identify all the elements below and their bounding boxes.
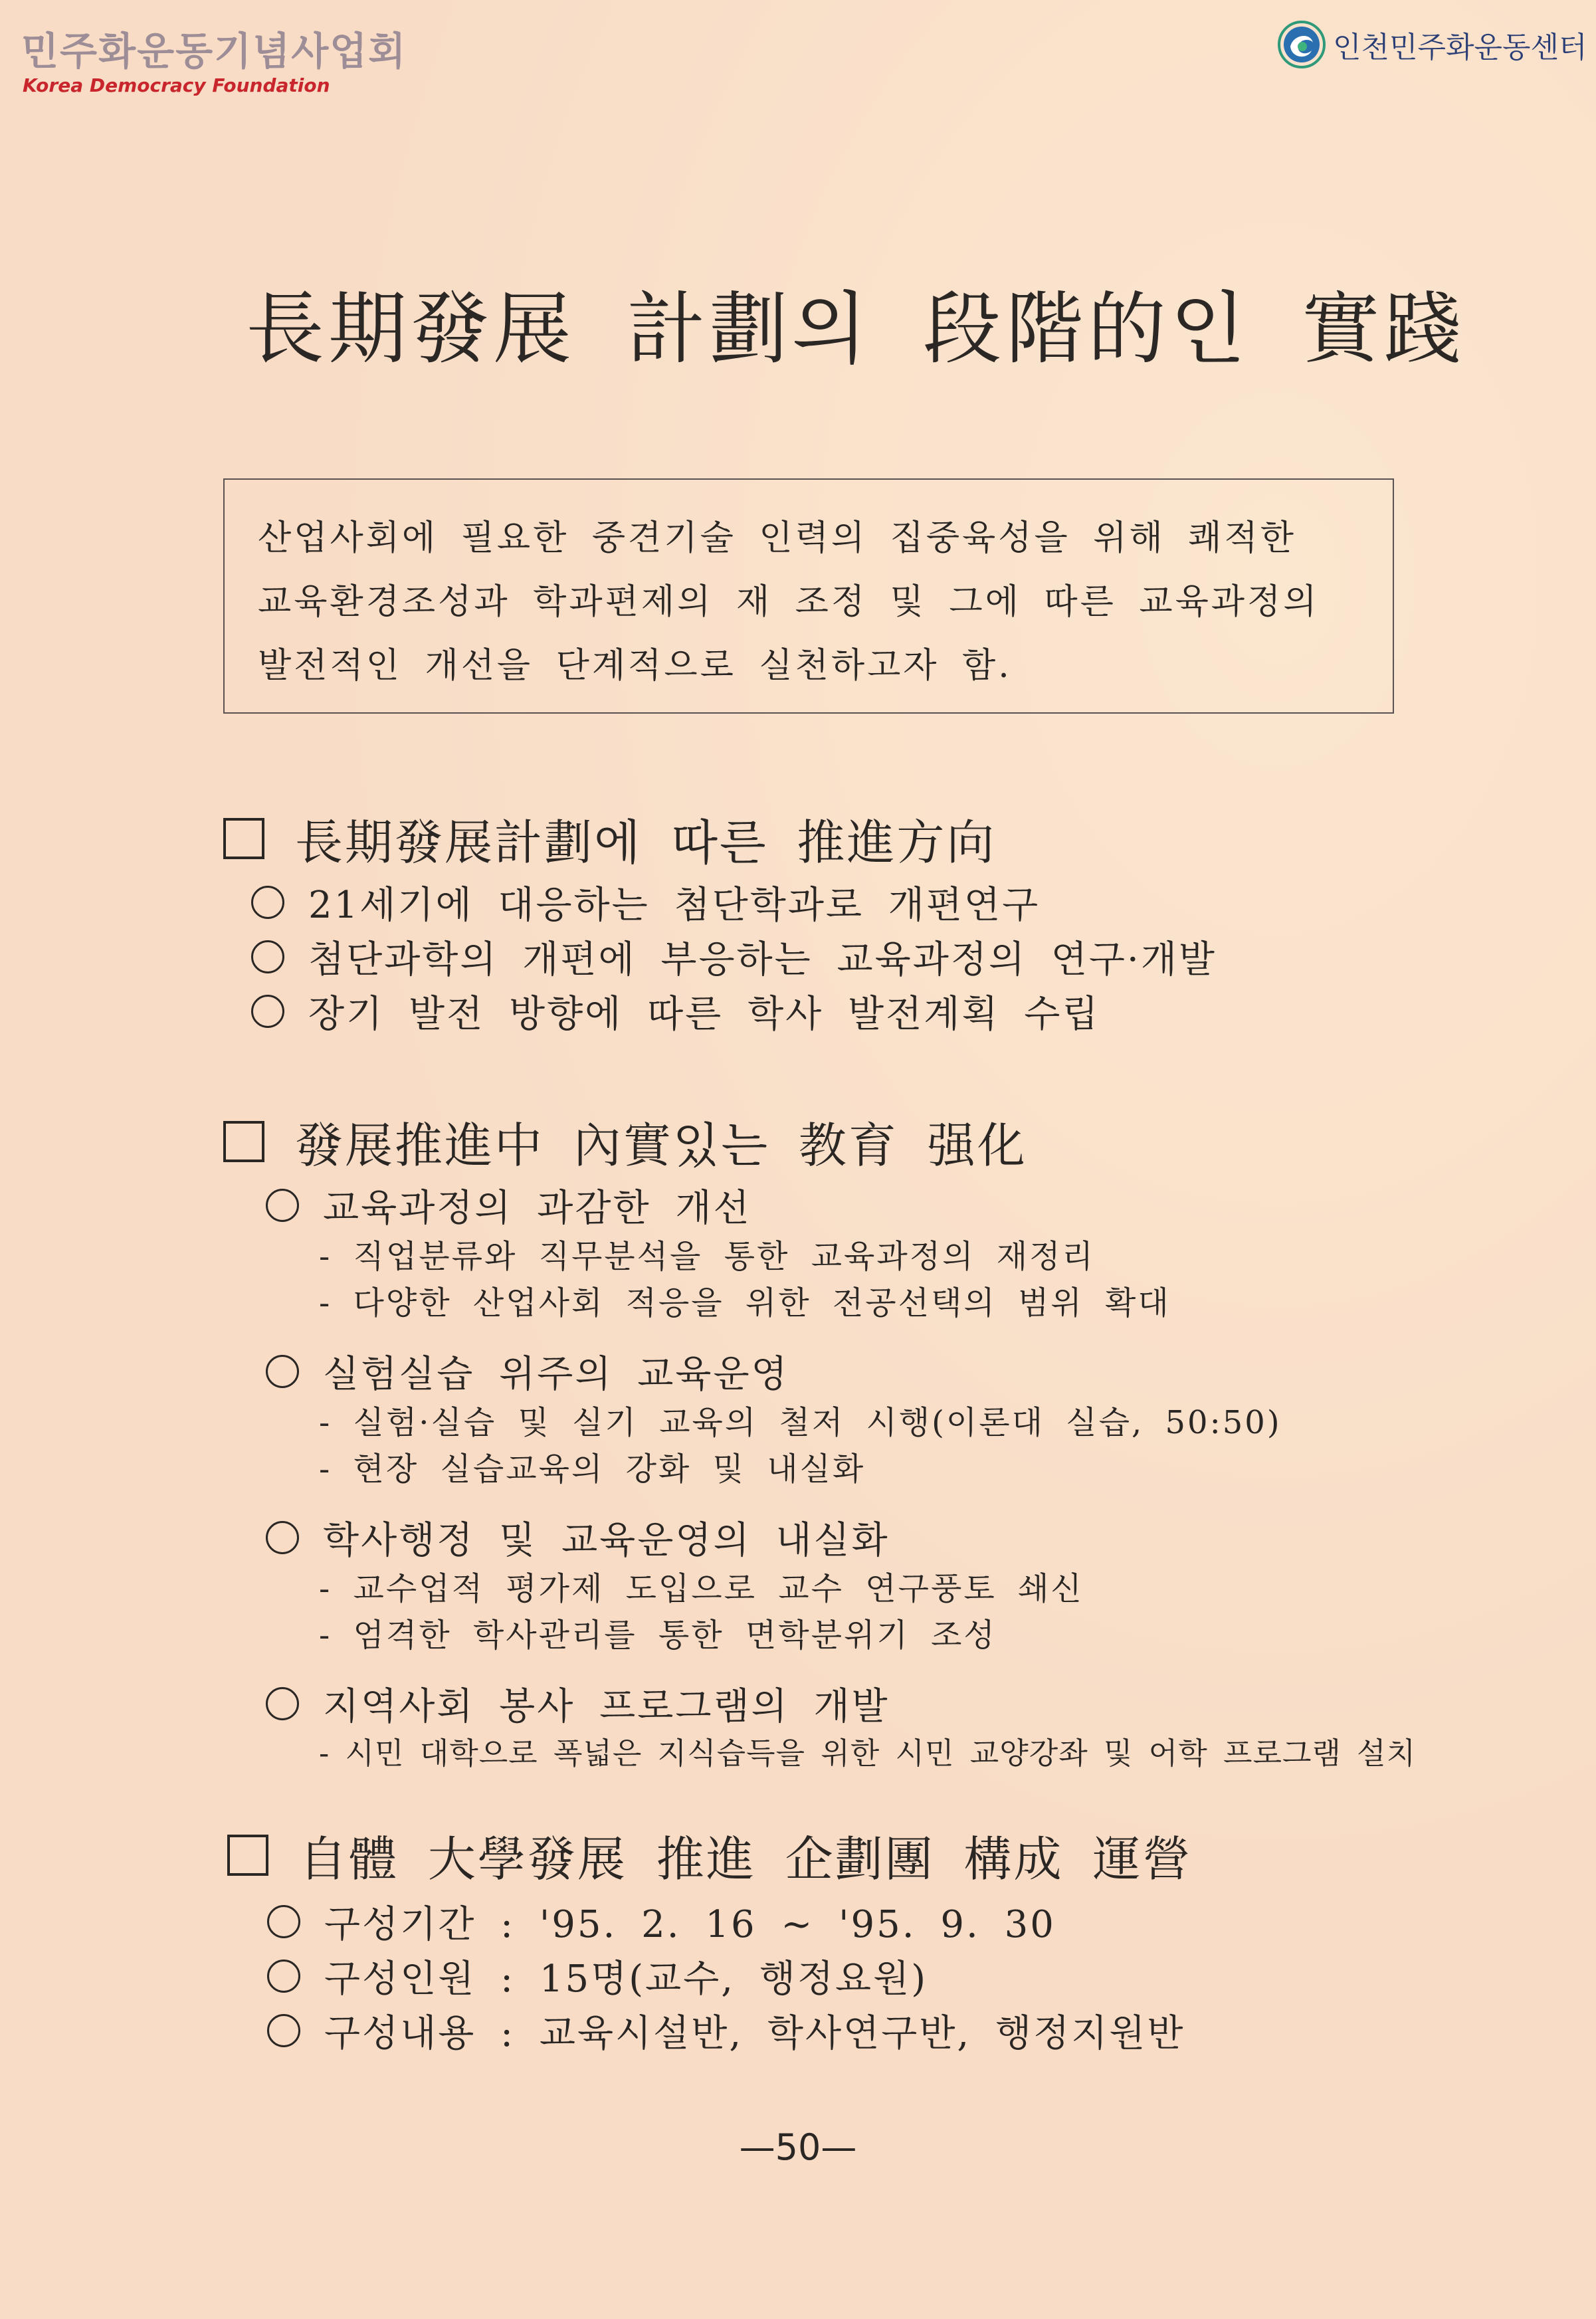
list-item	[266, 1179, 751, 1232]
list-item-text: 교육과정의 과감한 개선	[323, 1187, 751, 1230]
circular-swirl-emblem-icon	[1277, 20, 1326, 69]
circle-bullet-icon	[267, 1960, 300, 1993]
sub-item: - 시민 대학으로 폭넓은 지식습득을 위한 시민 교양강좌 및 어학 프로그램 설치	[319, 1736, 1417, 1771]
circle-bullet-icon	[267, 2014, 300, 2047]
foundation-logo-korean: 민주화운동기념사업회	[21, 29, 407, 74]
sub-item: - 실험·실습 및 실기 교육의 철저 시행(이론대 실습, 50:50)	[319, 1404, 1282, 1441]
checkbox-square-icon	[223, 818, 264, 859]
section-heading-text: 自體 大學發展 推進 企劃團 構成 運營	[299, 1831, 1193, 1887]
circle-bullet-icon	[266, 1687, 299, 1720]
circle-bullet-icon	[251, 886, 284, 919]
list-item	[267, 2004, 1185, 2057]
list-item-text: 구성인원 : 15명(교수, 행정요원)	[324, 1958, 928, 2001]
sub-item: - 교수업적 평가제 도입으로 교수 연구풍토 쇄신	[319, 1570, 1084, 1607]
incheon-center-logo-text: 인천민주화운동센터	[1333, 31, 1587, 64]
page-number: —50—	[739, 2126, 857, 2168]
summary-line: 산업사회에 필요한 중견기술 인력의 집중육성을 위해 쾌적한	[258, 518, 1296, 558]
summary-line: 발전적인 개선을 단계적으로 실천하고자 함.	[258, 646, 1012, 686]
list-item-text: 21세기에 대응하는 첨단학과로 개편연구	[308, 884, 1041, 927]
checkbox-square-icon	[227, 1835, 268, 1876]
checkbox-square-icon	[223, 1121, 264, 1162]
section-heading-planning-group	[227, 1821, 1192, 1890]
list-item	[266, 1677, 890, 1730]
list-item-text: 장기 발전 방향에 따른 학사 발전계획 수립	[308, 993, 1100, 1036]
list-item	[267, 1950, 928, 2003]
summary-line: 교육환경조성과 학과편제의 재 조정 및 그에 따른 교육과정의	[258, 582, 1320, 622]
list-item-text: 구성내용 : 교육시설반, 학사연구반, 행정지원반	[324, 2012, 1185, 2055]
list-item	[267, 1895, 1056, 1948]
list-item	[251, 985, 1100, 1038]
document-title: 長期發展 計劃의 段階的인 實踐	[246, 283, 1466, 375]
section-heading-long-term-plan	[223, 804, 996, 873]
list-item	[251, 876, 1040, 929]
list-item-text: 실험실습 위주의 교육운영	[323, 1353, 789, 1396]
list-item-text: 학사행정 및 교육운영의 내실화	[323, 1519, 890, 1562]
incheon-center-logo	[1277, 20, 1587, 69]
list-item-text: 구성기간 : '95. 2. 16 ~ '95. 9. 30	[324, 1903, 1056, 1946]
section-heading-text: 長期發展計劃에 따른 推進方向	[295, 815, 997, 870]
circle-bullet-icon	[251, 995, 284, 1028]
section-heading-education-strengthening	[223, 1107, 1027, 1176]
summary-box	[223, 478, 1394, 714]
circle-bullet-icon	[266, 1189, 299, 1222]
section-heading-text: 發展推進中 內實있는 教育 强化	[295, 1118, 1027, 1173]
sub-item: - 다양한 산업사회 적응을 위한 전공선택의 범위 확대	[319, 1284, 1171, 1322]
list-item	[266, 1345, 789, 1398]
sub-item: - 직업분류와 직무분석을 통한 교육과정의 재정리	[319, 1238, 1095, 1275]
list-item	[266, 1511, 890, 1564]
circle-bullet-icon	[267, 1905, 300, 1938]
circle-bullet-icon	[266, 1521, 299, 1554]
sub-item: - 엄격한 학사관리를 통한 면학분위기 조성	[319, 1617, 997, 1654]
sub-item: - 현장 실습교육의 강화 및 내실화	[319, 1451, 866, 1488]
list-item-text: 지역사회 봉사 프로그램의 개발	[323, 1685, 890, 1728]
foundation-logo-english: Korea Democracy Foundation	[23, 74, 330, 96]
circle-bullet-icon	[251, 940, 284, 973]
list-item	[251, 930, 1217, 983]
list-item-text: 첨단과학의 개편에 부응하는 교육과정의 연구·개발	[308, 938, 1217, 981]
circle-bullet-icon	[266, 1355, 299, 1388]
